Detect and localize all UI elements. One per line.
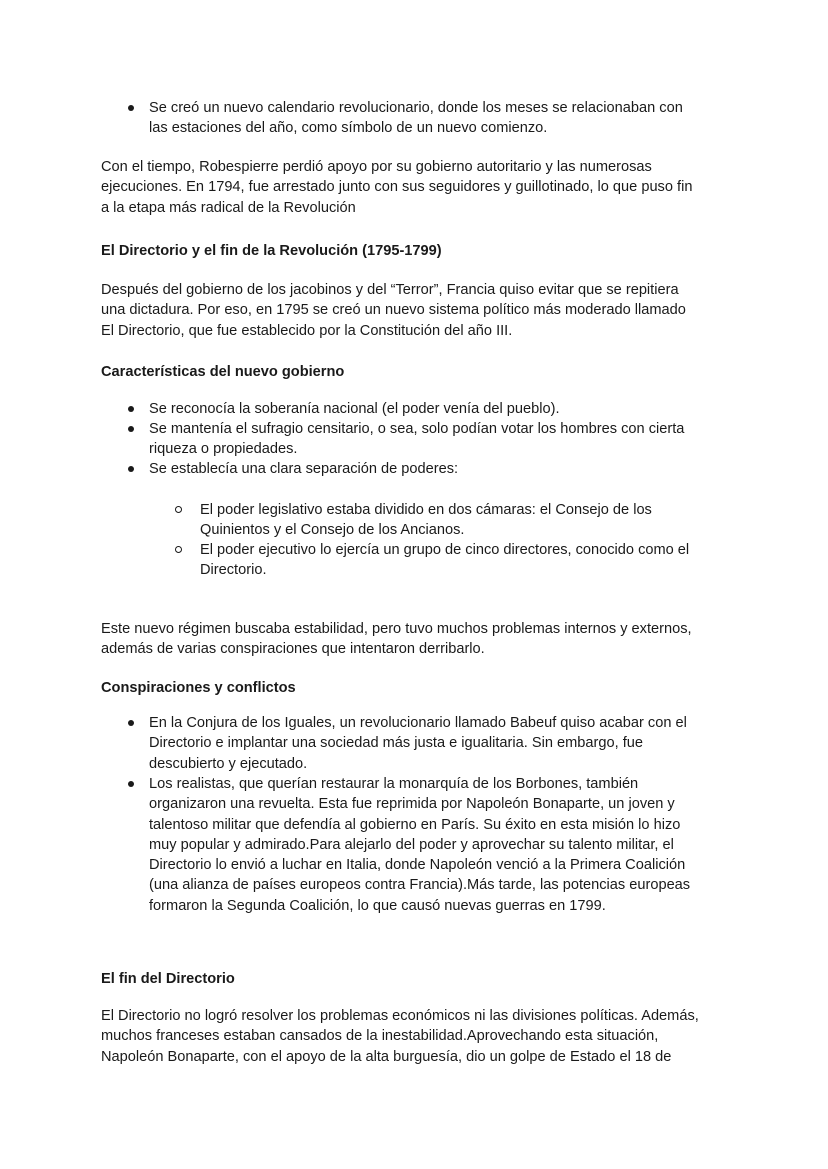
- text-line: Directorio.: [200, 562, 267, 579]
- text-line: talentoso militar que defendía al gobierno en París. Su éxito en esta misión lo hizo: [149, 816, 681, 833]
- bullet-item: [149, 459, 809, 479]
- text-line: una dictadura. Por eso, en 1795 se creó un nuevo sistema político más moderado llamado: [101, 302, 686, 319]
- text-line: El Directorio no logró resolver los problemas económicos ni las divisiones políticas. Además,: [101, 1008, 699, 1024]
- text-line: El poder ejecutivo lo ejercía un grupo de cinco directores, conocido como el: [200, 542, 690, 558]
- section-heading: [101, 678, 761, 698]
- text-line: a la etapa más radical de la Revolución: [101, 199, 356, 216]
- paragraph: [101, 157, 761, 218]
- text-line: Se reconocía la soberanía nacional (el poder venía del pueblo).: [149, 401, 560, 417]
- text-line: las estaciones del año, como símbolo de un nuevo comienzo.: [149, 120, 548, 137]
- text-line: Se mantenía el sufragio censitario, o sea, solo podían votar los hombres con cierta: [149, 421, 685, 437]
- text-line: ejecuciones. En 1794, fue arrestado junto con sus seguidores y guillotinado, lo que puso fin: [101, 179, 693, 196]
- text-line: Los realistas, que querían restaurar la monarquía de los Borbones, también: [149, 776, 639, 792]
- text-line: formaron la Segunda Coalición, lo que causó nuevas guerras en 1799.: [149, 897, 606, 914]
- text-line: riqueza o propiedades.: [149, 441, 298, 458]
- sub-bullet-item: [200, 500, 828, 541]
- paragraph: [101, 1006, 761, 1067]
- text-line: Quinientos y el Consejo de los Ancianos.: [200, 522, 465, 539]
- text-line: descubierto y ejecutado.: [149, 755, 308, 772]
- bullet-item: [149, 713, 809, 774]
- text-line: Se establecía una clara separación de poderes:: [149, 461, 459, 477]
- paragraph: [101, 280, 761, 341]
- text-line: Características del nuevo gobierno: [101, 364, 345, 380]
- text-line: El Directorio y el fin de la Revolución (1795-1799): [101, 243, 442, 259]
- bullet-item: [149, 399, 809, 419]
- bullet-dot-icon: [128, 406, 134, 412]
- text-line: (una alianza de países europeos contra Francia).Más tarde, las potencias europeas: [149, 877, 691, 894]
- text-line: Este nuevo régimen buscaba estabilidad, pero tuvo muchos problemas internos y externos,: [101, 621, 692, 637]
- text-line: Después del gobierno de los jacobinos y del “Terror”, Francia quiso evitar que se repitiera: [101, 282, 679, 298]
- text-line: Directorio lo envió a luchar en Italia, donde Napoleón venció a la Primera Coalición: [149, 857, 686, 874]
- section-heading: [101, 362, 761, 382]
- paragraph: [101, 619, 761, 660]
- text-line: En la Conjura de los Iguales, un revolucionario llamado Babeuf quiso acabar con el: [149, 715, 687, 731]
- bullet-dot-icon: [128, 781, 134, 787]
- text-line: Conspiraciones y conflictos: [101, 680, 296, 696]
- section-heading: [101, 241, 761, 261]
- text-line: El poder legislativo estaba dividido en dos cámaras: el Consejo de los: [200, 502, 652, 518]
- text-line: El Directorio, que fue establecido por la Constitución del año III.: [101, 322, 513, 339]
- bullet-circle-icon: [175, 506, 182, 513]
- bullet-dot-icon: [128, 466, 134, 472]
- text-line: Se creó un nuevo calendario revolucionario, donde los meses se relacionaban con: [149, 100, 683, 116]
- bullet-item: [149, 98, 809, 139]
- text-line: El fin del Directorio: [101, 971, 235, 987]
- text-line: Napoleón Bonaparte, con el apoyo de la alta burguesía, dio un golpe de Estado el 18 de: [101, 1048, 672, 1065]
- text-line: Con el tiempo, Robespierre perdió apoyo por su gobierno autoritario y las numerosas: [101, 159, 652, 175]
- bullet-dot-icon: [128, 105, 134, 111]
- sub-bullet-item: [200, 540, 828, 581]
- bullet-dot-icon: [128, 426, 134, 432]
- bullet-item: [149, 419, 809, 460]
- bullet-dot-icon: [128, 720, 134, 726]
- text-line: Directorio e implantar una sociedad más justa e igualitaria. Sin embargo, fue: [149, 735, 644, 752]
- bullet-circle-icon: [175, 546, 182, 553]
- section-heading: [101, 969, 761, 989]
- bullet-item: [149, 774, 809, 916]
- text-line: organizaron una revuelta. Esta fue reprimida por Napoleón Bonaparte, un joven y: [149, 796, 675, 813]
- text-line: además de varias conspiraciones que intentaron derribarlo.: [101, 641, 485, 658]
- text-line: muy popular y admirado.Para alejarlo del poder y aprovechar su talento militar, el: [149, 836, 674, 853]
- text-line: muchos franceses estaban cansados de la inestabilidad.Aprovechando esta situación,: [101, 1028, 659, 1045]
